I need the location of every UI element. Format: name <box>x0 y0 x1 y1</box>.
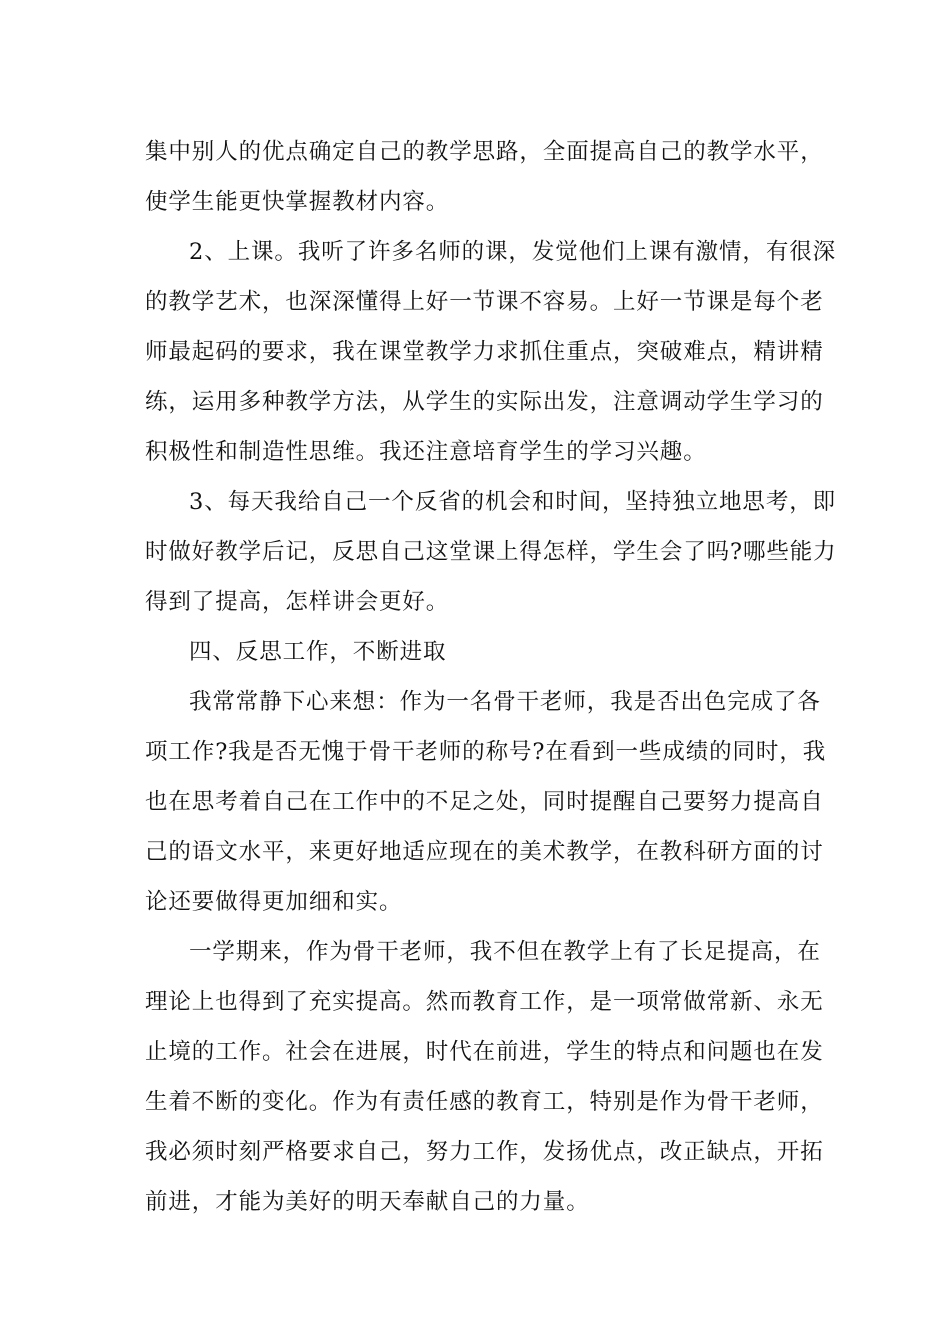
text-line: 师最起码的要求，我在课堂教学力求抓住重点，突破难点，精讲精 <box>145 339 824 365</box>
text-line: 前进，才能为美好的明天奉献自己的力量。 <box>145 1189 590 1215</box>
text-line: 止境的工作。社会在进展，时代在前进，学生的特点和问题也在发 <box>145 1039 824 1065</box>
text-line: 理论上也得到了充实提高。然而教育工作，是一项常做常新、永无 <box>145 989 824 1015</box>
text-line: 的教学艺术，也深深懂得上好一节课不容易。上好一节课是每个老 <box>145 289 824 315</box>
paragraph-first-line: 我常常静下心来想：作为一名骨干老师，我是否出色完成了各 <box>189 689 821 715</box>
text-line: 集中别人的优点确定自己的教学思路，全面提高自己的教学水平， <box>145 139 824 165</box>
paragraph-first-line: 3、每天我给自己一个反省的机会和时间，坚持独立地思考，即 <box>189 489 837 515</box>
text-line: 使学生能更快掌握教材内容。 <box>145 189 450 215</box>
text-line: 积极性和制造性思维。我还注意培育学生的学习兴趣。 <box>145 439 707 465</box>
text-line: 也在思考着自己在工作中的不足之处，同时提醒自己要努力提高自 <box>145 789 824 815</box>
text-line: 我必须时刻严格要求自己，努力工作，发扬优点，改正缺点，开拓 <box>145 1139 824 1165</box>
text-line: 己的语文水平，来更好地适应现在的美术教学，在教科研方面的讨 <box>145 839 824 865</box>
text-line: 得到了提高，怎样讲会更好。 <box>145 589 450 615</box>
section-heading: 四、反思工作，不断进取 <box>189 639 447 665</box>
text-line: 练，运用多种教学方法，从学生的实际出发，注意调动学生学习的 <box>145 389 824 415</box>
text-line: 论还要做得更加细和实。 <box>145 889 403 915</box>
text-line: 时做好教学后记，反思自己这堂课上得怎样，学生会了吗?哪些能力 <box>145 539 837 565</box>
paragraph-first-line: 一学期来，作为骨干老师，我不但在教学上有了长足提高，在 <box>189 939 821 965</box>
text-line: 生着不断的变化。作为有责任感的教育工，特别是作为骨干老师， <box>145 1089 824 1115</box>
text-line: 项工作?我是否无愧于骨干老师的称号?在看到一些成绩的同时，我 <box>145 739 827 765</box>
paragraph-first-line: 2、上课。我听了许多名师的课，发觉他们上课有激情，有很深 <box>189 239 837 265</box>
